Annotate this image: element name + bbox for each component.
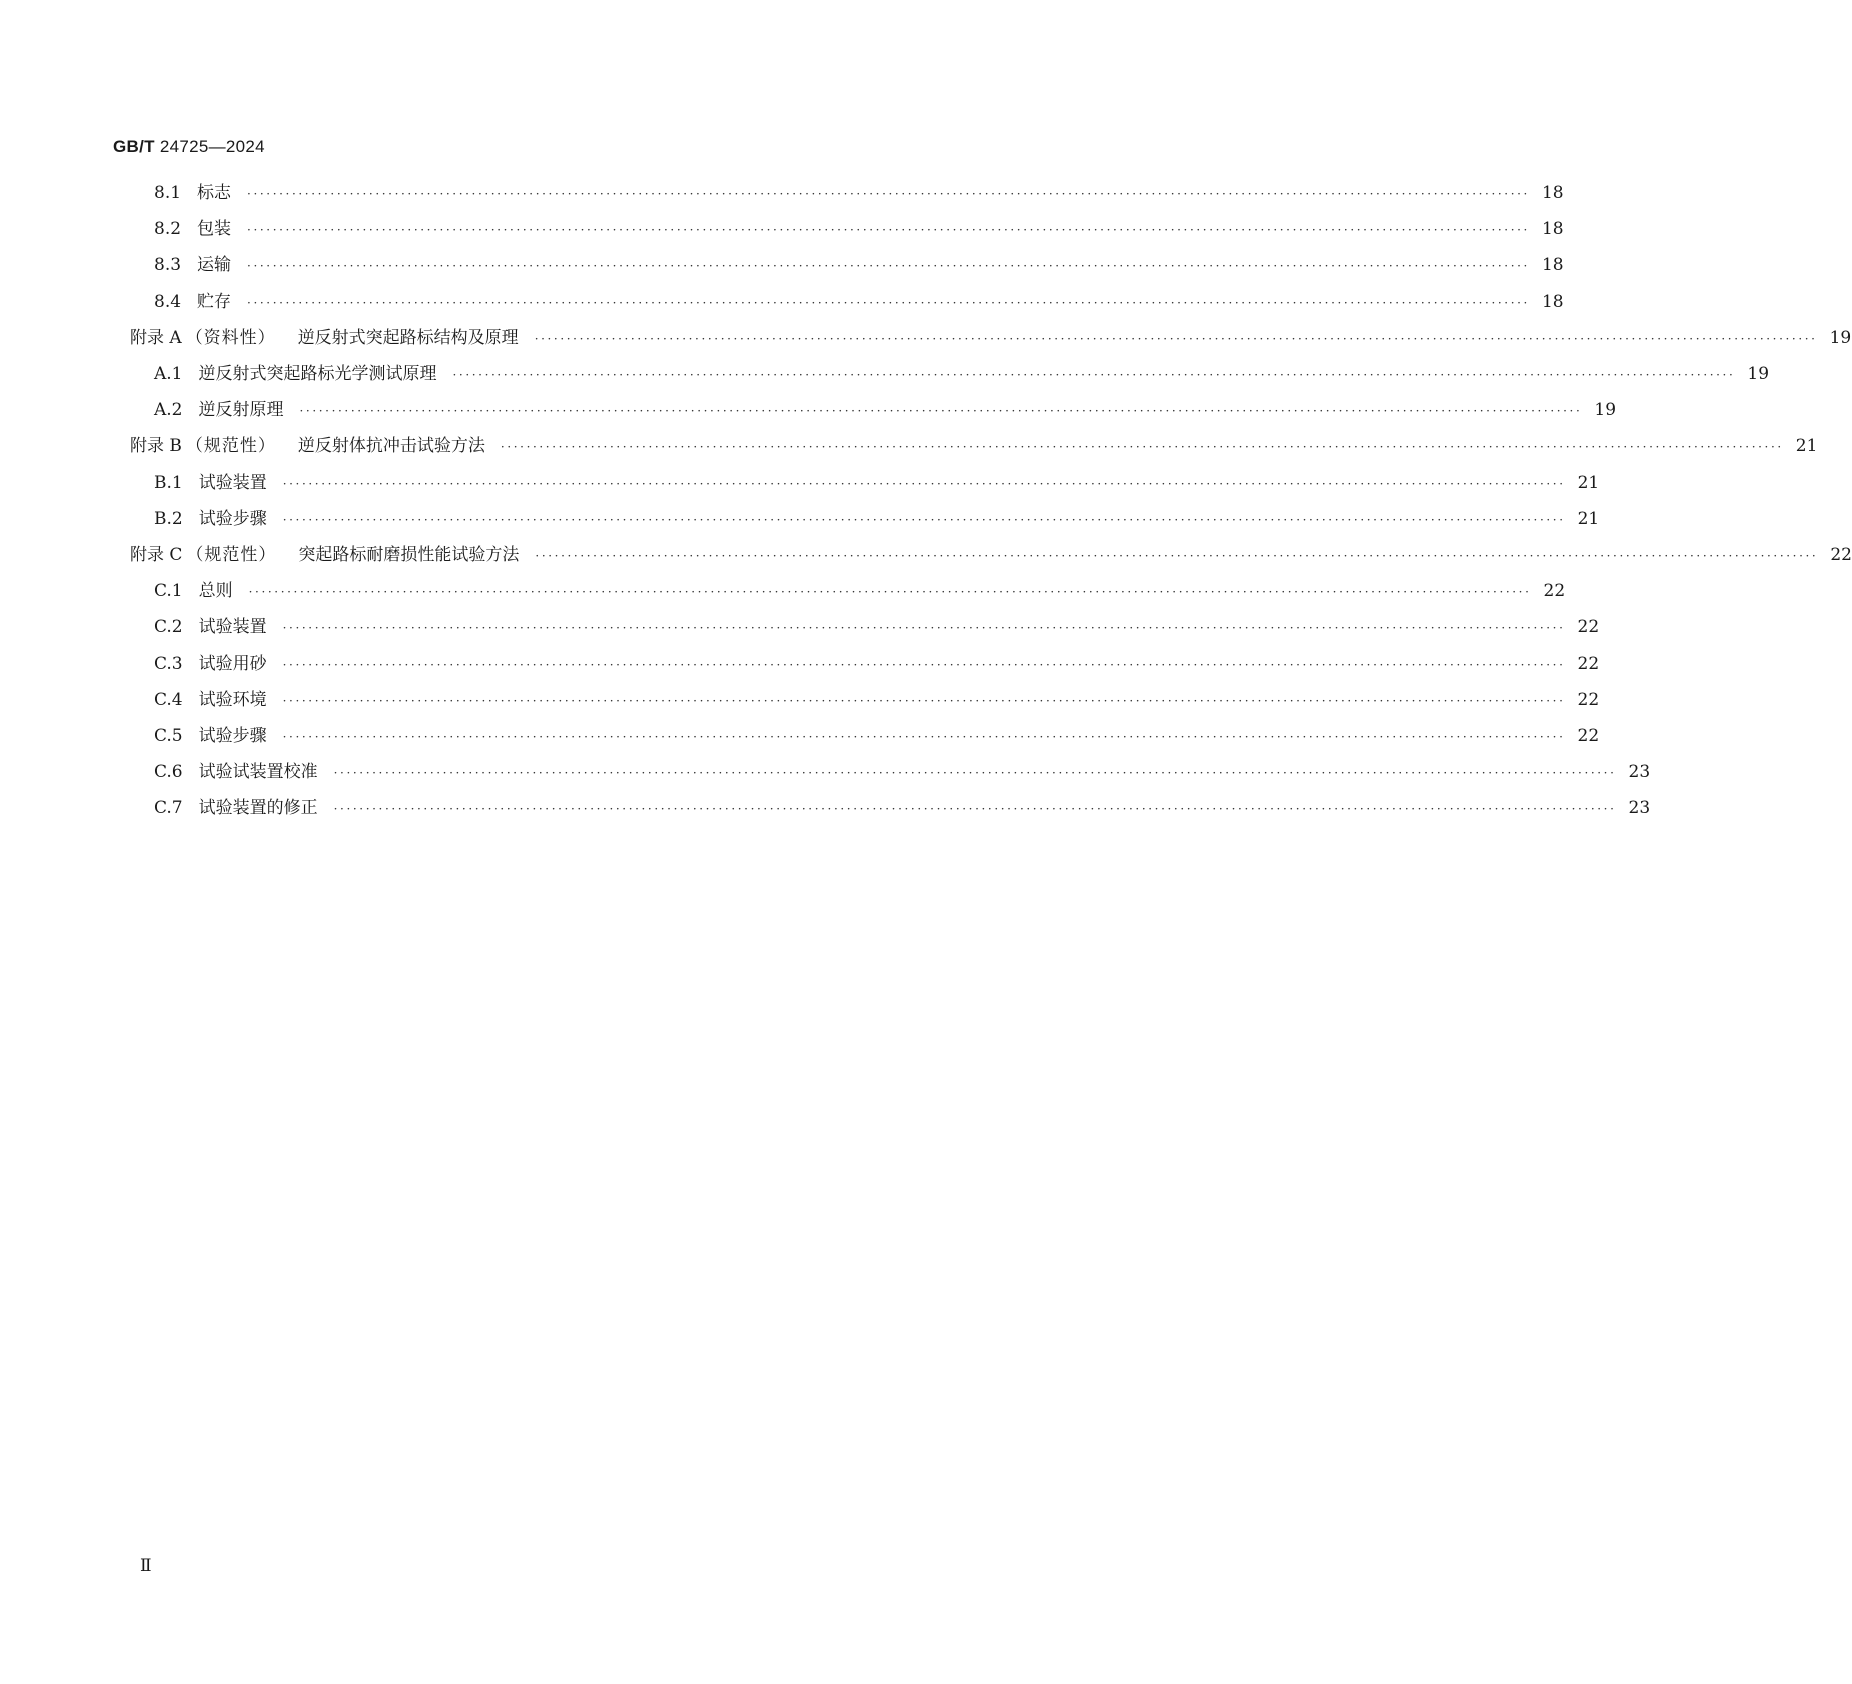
toc-entry-page: 22 — [1577, 653, 1600, 674]
toc-appendix-entry[interactable] — [130, 540, 1852, 570]
toc-entry[interactable] — [154, 468, 1600, 498]
toc-entry-title: 运输 — [197, 255, 232, 276]
toc-entry-title: 突起路标耐磨损性能试验方法 — [298, 545, 520, 565]
toc-entry-number: B.2 — [154, 508, 183, 529]
toc-entry-number: 8.2 — [154, 219, 182, 240]
toc-entry-title: 试验环境 — [198, 689, 267, 710]
toc-dot-leader: ········································································································································································································ — [299, 404, 1583, 419]
toc-entry-page: 18 — [1541, 219, 1564, 240]
toc-dot-leader: ········································································································································································································ — [282, 621, 1566, 636]
toc-dot-leader: ········································································································································································································ — [282, 476, 1566, 491]
toc-entry-page: 22 — [1577, 726, 1600, 746]
toc-entry-page: 23 — [1628, 798, 1651, 819]
toc-entry-page: 22 — [1543, 581, 1566, 602]
toc-entry-title: 试验步骤 — [198, 508, 267, 529]
toc-entry-number: C.6 — [154, 762, 183, 783]
toc-entry-number: C.1 — [154, 581, 183, 602]
toc-entry-page: 23 — [1628, 762, 1651, 783]
toc-entry-page: 22 — [1577, 689, 1600, 710]
toc-entry[interactable] — [154, 359, 1770, 389]
toc-entry-title: 试验装置的修正 — [198, 798, 318, 819]
toc-entry-title: 逆反射式突起路标结构及原理 — [297, 327, 519, 348]
toc-entry-page: 19 — [1829, 327, 1852, 348]
toc-entry-number: 8.3 — [154, 255, 182, 276]
toc-dot-leader: ········································································································································································································ — [247, 223, 1530, 238]
toc-entry[interactable] — [154, 576, 1566, 606]
toc-dot-leader: ········································································································································································································ — [535, 549, 1819, 563]
toc-entry-title: 贮存 — [197, 291, 232, 312]
toc-dot-leader: ········································································································································································································ — [500, 440, 1784, 455]
toc-entry[interactable] — [154, 793, 1651, 823]
toc-entry-number: 附录 B — [130, 436, 182, 457]
document-code-number: 24725—2024 — [159, 137, 265, 156]
document-code-prefix: GB/T — [113, 137, 155, 156]
toc-entry[interactable] — [154, 504, 1600, 534]
toc-entry[interactable] — [154, 612, 1600, 642]
toc-dot-leader: ········································································································································································································ — [333, 766, 1617, 781]
toc-dot-leader: ········································································································································································································ — [282, 693, 1566, 708]
toc-dot-leader: ········································································································································································································ — [282, 657, 1566, 672]
toc-entry[interactable] — [154, 178, 1564, 208]
toc-dot-leader: ········································································································································································································ — [282, 730, 1566, 744]
toc-entry[interactable] — [154, 395, 1617, 425]
toc-entry-title: 标志 — [197, 183, 232, 203]
toc-entry[interactable] — [154, 721, 1600, 751]
toc-entry-number: 附录 C — [130, 545, 183, 565]
toc-entry-number: 8.1 — [154, 183, 182, 203]
toc-entry-title: 总则 — [198, 581, 233, 602]
toc-entry-page: 18 — [1541, 183, 1564, 203]
toc-entry[interactable] — [154, 287, 1564, 317]
toc-entry-title: 试验用砂 — [198, 653, 267, 674]
toc-entry-page: 18 — [1541, 291, 1564, 312]
toc-entry-title: 逆反射体抗冲击试验方法 — [297, 436, 485, 457]
toc-entry[interactable] — [154, 214, 1564, 244]
toc-entry-title: 逆反射式突起路标光学测试原理 — [198, 364, 437, 384]
toc-appendix-kind: （资料性） — [185, 327, 276, 348]
toc-entry-number: 8.4 — [154, 291, 182, 312]
toc-entry-number: B.1 — [154, 472, 183, 493]
toc-entry-number: C.7 — [154, 798, 183, 819]
toc-appendix-entry[interactable] — [130, 323, 1852, 353]
toc-entry-title: 试验步骤 — [198, 726, 267, 746]
toc-dot-leader: ········································································································································································································ — [247, 187, 1530, 201]
toc-entry-number: 附录 A — [130, 327, 182, 348]
toc-dot-leader: ········································································································································································································ — [534, 331, 1818, 346]
toc-dot-leader: ········································································································································································································ — [452, 368, 1736, 382]
toc-entry[interactable] — [154, 685, 1600, 715]
toc-appendix-entry[interactable] — [130, 431, 1818, 461]
toc-entry-page: 18 — [1541, 255, 1564, 276]
toc-appendix-kind: （规范性） — [185, 436, 276, 457]
toc-entry-number: C.4 — [154, 689, 183, 710]
toc-entry-page: 19 — [1747, 364, 1770, 384]
toc-dot-leader: ········································································································································································································ — [247, 295, 1530, 310]
toc-appendix-kind: （规范性） — [186, 545, 277, 565]
toc-dot-leader: ········································································································································································································ — [282, 512, 1566, 527]
toc-entry[interactable] — [154, 649, 1600, 679]
toc-entry-title: 包装 — [197, 219, 232, 240]
toc-entry-number: C.2 — [154, 617, 183, 638]
toc-dot-leader: ········································································································································································································ — [247, 259, 1530, 274]
toc-entry-page: 21 — [1577, 472, 1600, 493]
toc-entry-title: 逆反射原理 — [198, 400, 284, 421]
page-number: Ⅱ — [140, 1556, 152, 1576]
toc-dot-leader: ········································································································································································································ — [333, 802, 1617, 817]
toc-entry-page: 22 — [1577, 617, 1600, 638]
toc-entry-number: A.1 — [154, 364, 183, 384]
toc-entry-page: 21 — [1577, 508, 1600, 529]
toc-entry-page: 22 — [1830, 545, 1852, 565]
toc-entry-title: 试验装置 — [198, 472, 267, 493]
toc-entry-number: C.3 — [154, 653, 183, 674]
toc-entry-number: C.5 — [154, 726, 183, 746]
toc-dot-leader: ········································································································································································································ — [248, 585, 1532, 600]
toc-entry-title: 试验装置 — [198, 617, 267, 638]
toc-entry-page: 21 — [1795, 436, 1818, 457]
document-code — [113, 137, 265, 157]
toc-entry[interactable] — [154, 250, 1564, 280]
toc-entry-page: 19 — [1594, 400, 1617, 421]
toc-entry[interactable] — [154, 757, 1651, 787]
toc-entry-title: 试验试装置校准 — [198, 762, 318, 783]
toc-entry-number: A.2 — [154, 400, 183, 421]
